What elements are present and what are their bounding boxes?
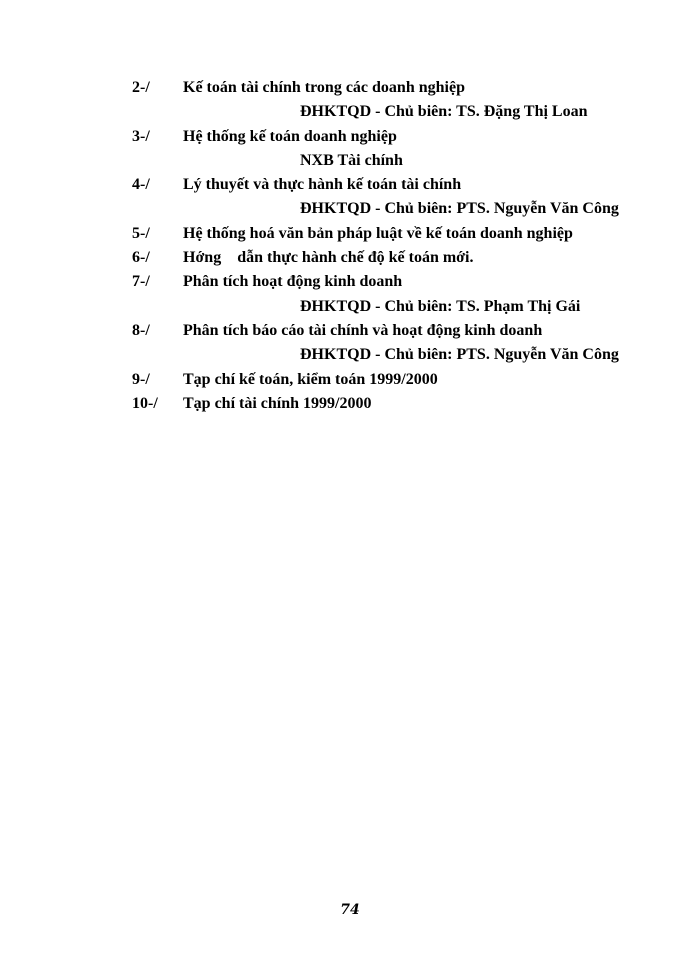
reference-item (0, 173, 700, 197)
reference-number: 6-/ (132, 249, 150, 267)
reference-title: Tạp chí kế toán, kiểm toán 1999/2000 (183, 370, 438, 388)
reference-item (0, 319, 700, 343)
reference-item (0, 368, 700, 392)
reference-number: 4-/ (132, 176, 150, 194)
reference-number: 5-/ (132, 224, 150, 242)
reference-item (0, 222, 700, 246)
reference-item (0, 246, 700, 270)
reference-source: ĐHKTQD - Chủ biên: TS. Phạm Thị Gái (300, 297, 581, 315)
reference-title: Kế toán tài chính trong các doanh nghiệp (183, 79, 465, 96)
reference-source: ĐHKTQD - Chủ biên: TS. Đặng Thị Loan (300, 103, 588, 121)
reference-title: Phân tích báo cáo tài chính và hoạt động kinh doanh (183, 321, 543, 339)
reference-item (0, 125, 700, 149)
page-number: 74 (340, 902, 360, 918)
reference-source: ĐHKTQD - Chủ biên: PTS. Nguyễn Văn Công (300, 200, 619, 218)
reference-item (0, 392, 700, 416)
reference-number: 9-/ (132, 370, 150, 388)
reference-number: 2-/ (132, 79, 150, 96)
reference-list (0, 76, 700, 416)
reference-number: 3-/ (132, 127, 150, 145)
reference-title: Hệ thống kế toán doanh nghiệp (183, 127, 397, 145)
reference-item (0, 76, 700, 100)
reference-number: 7-/ (132, 273, 150, 291)
reference-number: 8-/ (132, 321, 150, 339)
reference-source-line (0, 197, 700, 221)
reference-source-line (0, 100, 700, 124)
reference-title: Lý thuyết và thực hành kế toán tài chính (183, 176, 462, 194)
reference-number: 10-/ (132, 394, 158, 412)
reference-source-line (0, 343, 700, 367)
reference-source-line (0, 295, 700, 319)
reference-title: Tạp chí tài chính 1999/2000 (183, 394, 372, 412)
reference-item (0, 270, 700, 294)
reference-source: NXB Tài chính (300, 151, 403, 169)
reference-title: Phân tích hoạt động kinh doanh (183, 273, 403, 291)
reference-source: ĐHKTQD - Chủ biên: PTS. Nguyễn Văn Công (300, 346, 619, 364)
reference-title: Hệ thống hoá văn bản pháp luật về kế toán doanh nghiệp (183, 224, 573, 242)
reference-title: Hớng dẫn thực hành chế độ kế toán mới. (183, 249, 474, 267)
reference-source-line (0, 149, 700, 173)
